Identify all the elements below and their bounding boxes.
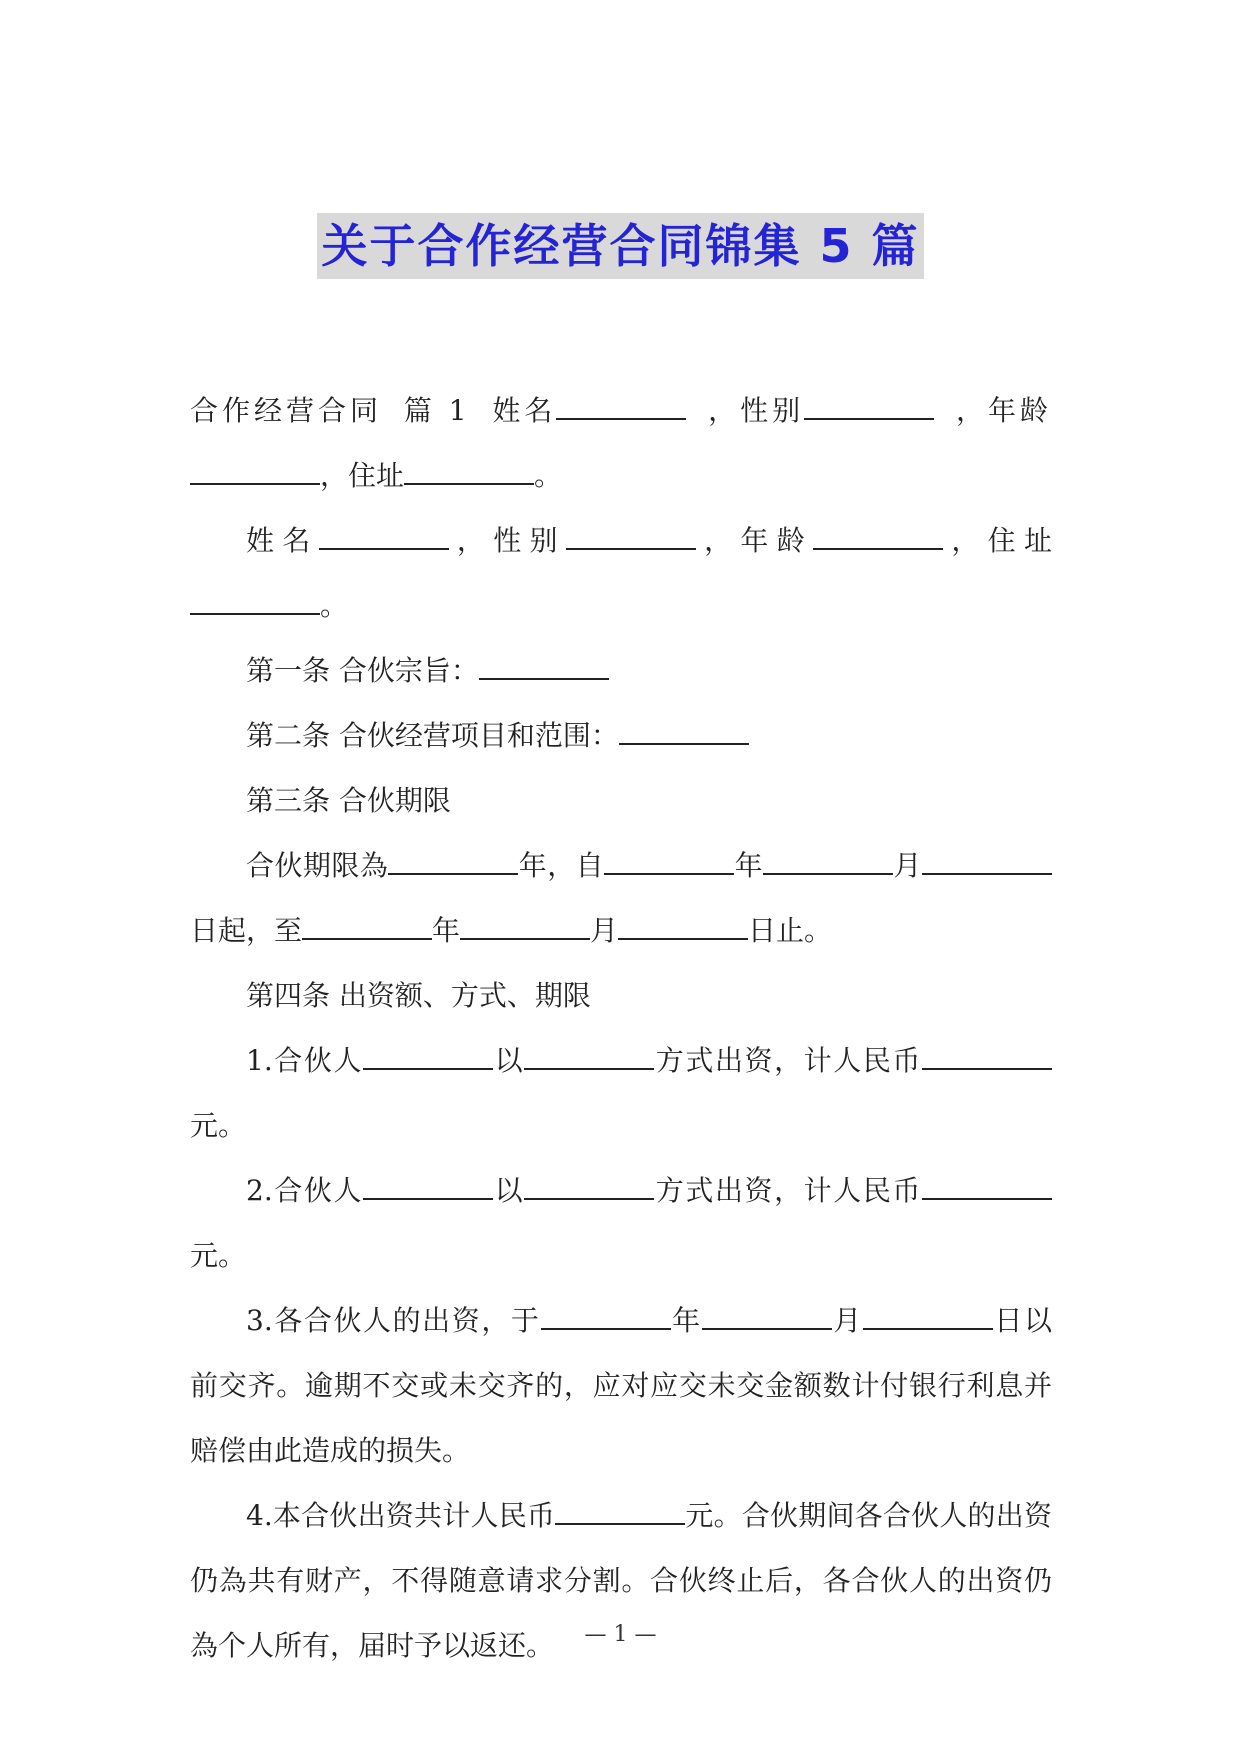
blank-field <box>302 916 432 940</box>
paragraph: ，住址 。 <box>190 443 1052 508</box>
blank-field <box>363 1046 493 1070</box>
blank-field <box>190 591 320 615</box>
page-number: — 1 — <box>584 1622 657 1647</box>
clause-1: 1.合伙人 以 方式出资，计人民币元。 <box>190 1028 1052 1158</box>
blank-field <box>922 1046 1052 1070</box>
term-paragraph: 合伙期限為 年，自 年 月日起，至 年 月 日止。 <box>190 833 1052 963</box>
title-container <box>0 213 1241 279</box>
clause-2: 2.合伙人 以 方式出资，计人民币元。 <box>190 1158 1052 1288</box>
blank-field <box>363 1176 493 1200</box>
blank-field <box>763 851 893 875</box>
blank-field <box>922 851 1052 875</box>
article-3: 第三条 合伙期限 <box>246 784 451 817</box>
blank-field <box>863 1306 993 1330</box>
blank-field <box>566 526 696 550</box>
blank-field <box>555 1501 685 1525</box>
blank-field <box>619 721 749 745</box>
party-name: 姓名 <box>492 378 686 443</box>
blank-field <box>556 396 686 420</box>
article-1: 第一条 合伙宗旨： <box>190 638 1052 703</box>
blank-field <box>388 851 518 875</box>
blank-field <box>922 1176 1052 1200</box>
party-gender: ，性别 <box>708 378 934 443</box>
party-age: ，年龄 <box>955 394 1052 427</box>
blank-field <box>190 461 320 485</box>
heading-part: 篇 1 <box>403 394 471 427</box>
blank-field <box>804 396 934 420</box>
paragraph: 姓名 ，性别 ，年龄 ，住址。 <box>190 508 1052 638</box>
contract-heading-line <box>190 378 1052 443</box>
blank-field <box>813 526 943 550</box>
blank-field <box>524 1046 654 1070</box>
blank-field <box>541 1306 671 1330</box>
blank-field <box>479 656 609 680</box>
clause-3: 3.各合伙人的出资，于 年 月 日以前交齐。逾期不交或未交齐的，应对应交未交金额数计付银行利息并赔偿由此造成的损失。 <box>190 1304 1052 1467</box>
article-2: 第二条 合伙经营项目和范围： <box>190 703 1052 768</box>
blank-field <box>404 461 534 485</box>
blank-field <box>524 1176 654 1200</box>
document-body <box>190 378 1052 1678</box>
heading-label: 合作经营合同 <box>190 394 383 427</box>
clause-4: 4.本合伙出资共计人民币 元。合伙期间各合伙人的出资仍為共有财产，不得随意请求分割。合伙终止后，各合伙人的出资仍為个人所有，届时予以返还。 <box>190 1499 1052 1662</box>
blank-field <box>460 916 590 940</box>
document-title: 关于合作经营合同锦集 5 篇 <box>317 213 923 279</box>
blank-field <box>604 851 734 875</box>
blank-field <box>702 1306 832 1330</box>
blank-field <box>618 916 748 940</box>
blank-field <box>319 526 449 550</box>
article-4: 第四条 出资额、方式、期限 <box>246 979 591 1012</box>
